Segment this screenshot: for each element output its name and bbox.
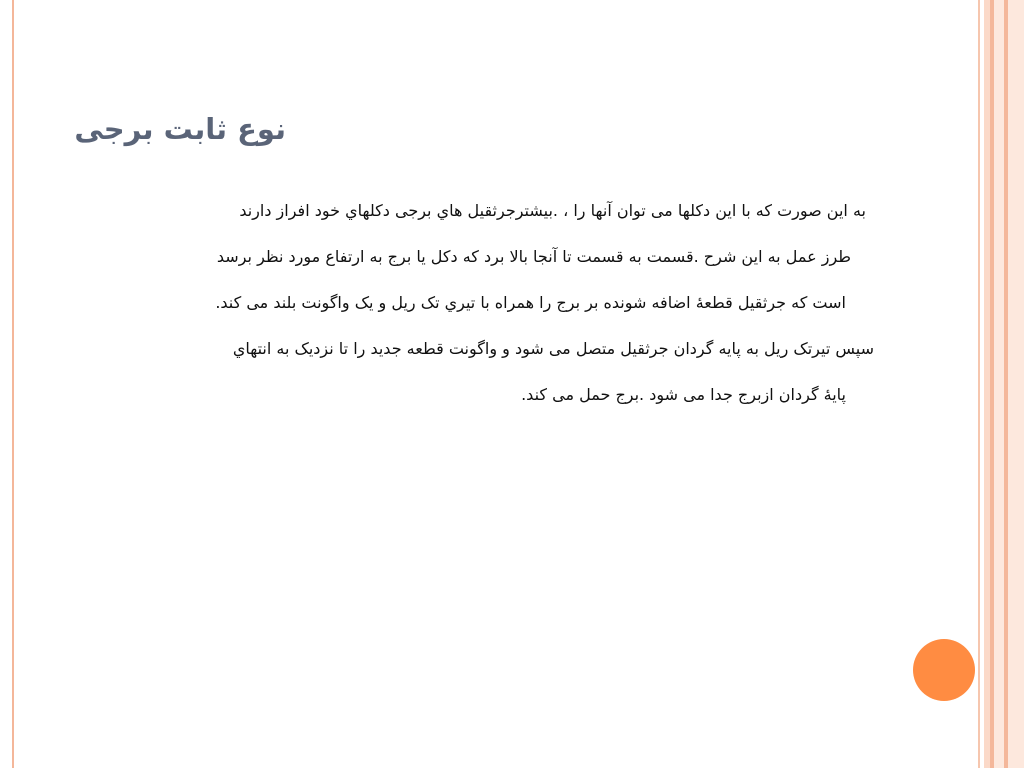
- orange-circle-decoration: [913, 639, 975, 701]
- slide-title: نوع ثابت برجی: [74, 112, 286, 146]
- body-line: به اين صورت كه با اين دكلها می توان آنها را ، .بيشترجرثقيل هاي برجی دكلهاي خود افراز دارند: [239, 201, 866, 220]
- body-line: سپس تيرتک ريل به پايه گردان جرثقيل متصل می شود و واگونت قطعه جديد را تا نزديک به انتهاي: [232, 339, 874, 358]
- right-border-stripe: [1008, 0, 1024, 768]
- body-text: [56, 188, 876, 418]
- body-line: طرز عمل به اين شرح .قسمت به قسمت تا آنجا بالا برد كه دكل يا برج به ارتفاع مورد نظر برسد: [216, 247, 851, 266]
- body-line: است كه جرثقيل قطعهٔ اضافه شونده بر برج را همراه با تيري تک ريل و يک واگونت بلند می كند.: [215, 293, 846, 312]
- right-border-stripe: [978, 0, 980, 768]
- left-border-line: [12, 0, 14, 768]
- body-line: پايهٔ گردان ازبرج جدا می شود .برج حمل می كند.: [521, 385, 846, 404]
- right-border-stripe: [994, 0, 1004, 768]
